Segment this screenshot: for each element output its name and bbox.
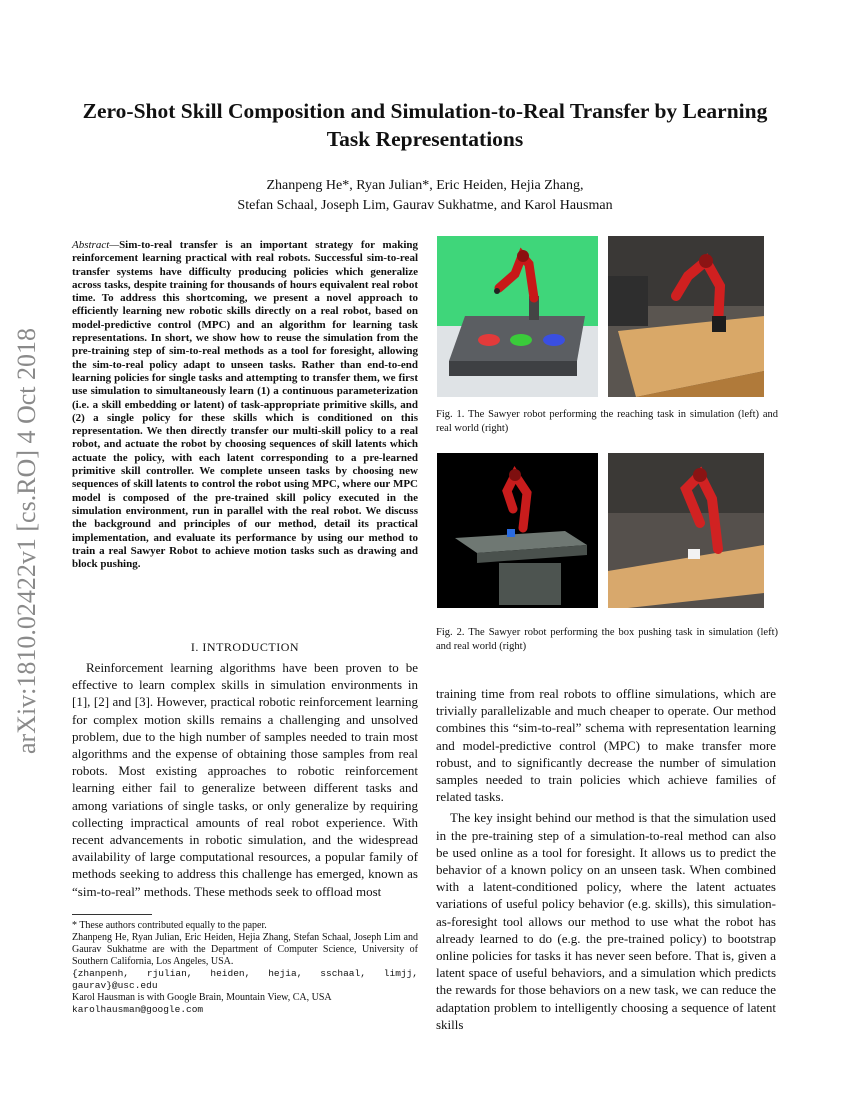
footnote-karol-email: karolhausman@google.com (72, 1004, 204, 1015)
intro-paragraph: Reinforcement learning algorithms have been proven to be effective to learn complex skills in simulation environments in [1], [2] and [3]. However, practical robotic reinforcement learning for complex motion skills remains a challenging and unsolved problem, due to the high number of samples needed to train most algorithms and the expense of obtaining those samples from real robots. Most existing approaches to robotic reinforcement learning either fail to generalize between different tasks and among variations of single tasks, or only generalize by requiring collecting impractical amounts of real robot experience. With recent advancements in robotic simulation, and the widespread availability of large computational resources, a popular family of methods seeking to address this challenge has emerged, known as “sim-to-real” methods. These methods seek to offload most (72, 660, 418, 899)
abstract-label: Abstract— (72, 239, 120, 251)
fig2-real-image (608, 453, 764, 608)
footnote-rule (72, 914, 152, 915)
fig1-sim-image (437, 236, 598, 397)
paper-title: Zero-Shot Skill Composition and Simulation-to-Real Transfer by Learning Task Representations (82, 99, 768, 151)
footnote-karol: Karol Hausman is with Google Brain, Mountain View, CA, USA (72, 992, 332, 1003)
authors-line-1: Zhanpeng He*, Ryan Julian*, Eric Heiden, Hejia Zhang, (266, 178, 584, 193)
footnotes (72, 920, 418, 1016)
arxiv-watermark: arXiv:1810.02422v1 [cs.RO] 4 Oct 2018 (12, 327, 41, 755)
section-heading: I. INTRODUCTION (190, 640, 300, 654)
intro-left-column (72, 659, 418, 900)
intro-right-paragraph-2: The key insight behind our method is that the simulation used in the pre-training step of a simulation-to-real method can also be used online as a tool for foresight. It allows us to predict the behavior of a known policy on an unseen task. When combined with a latent-conditioned policy, where the latent actuates variations of useful policy behavior (e.g. skills), this simulation-as-foresight tool allows our method to use what the robot has already learned to do (e.g. the pre-trained policy) to bootstrap online policies for tasks it has never seen before. That is, given a latent space of useful behaviors, and a simulation which predicts the rewards for those behaviors on a new task, we can reduce the adaptation problem to intelligently choosing a sequence of latent skills (436, 810, 776, 1032)
footnote-equal-contribution: * These authors contributed equally to the paper. (72, 920, 267, 931)
fig2-sim-image (437, 453, 598, 608)
authors-line-2: Stefan Schaal, Joseph Lim, Gaurav Sukhatme, and Karol Hausman (237, 198, 613, 213)
author-list (90, 176, 760, 216)
intro-right-column (436, 685, 776, 1033)
fig1-caption: Fig. 1. The Sawyer robot performing the reaching task in simulation (left) and real world (right) (436, 409, 778, 434)
footnote-emails: {zhanpenh, rjulian, heiden, hejia, sschaal, limjj, gaurav}@usc.edu (72, 968, 418, 991)
fig1-real-image (608, 236, 764, 397)
footnote-affiliation: Zhanpeng He, Ryan Julian, Eric Heiden, Hejia Zhang, Stefan Schaal, Joseph Lim and Gaurav Sukhatme are with the Department of Computer Science, University of Southern California, Los Angeles, USA. (72, 932, 418, 967)
abstract (72, 239, 418, 571)
fig2-caption: Fig. 2. The Sawyer robot performing the box pushing task in simulation (left) and real world (right) (436, 627, 778, 652)
abstract-text: Sim-to-real transfer is an important strategy for making reinforcement learning practical with real robots. Successful sim-to-real transfer systems have difficulty producing policies which generalize across tasks, despite training for thousands of hours equivalent real robot time. To address this shortcoming, we present a novel approach to efficiently learning new robotic skills directly on a real robot, based on model-predictive control (MPC) and an algorithm for learning task representations. In short, we show how to reuse the simulation from the pre-training step of sim-to-real methods as a tool for foresight, allowing the sim-to-real policy adapt to unseen tasks. Rather than end-to-end learning policies for single tasks and attempting to transfer them, we first use simulation to simultaneously learn (1) a continuous parameterization (i.e. a skill embedding or latent) of task-appropriate primitive skills, and (2) a single policy for these skills which is conditioned on this representation. We then directly transfer our multi-skill policy to a real robot, and actuate the robot by choosing sequences of skill latents which actuate the policy, with each latent corresponding to a pre-learned primitive skill controller. We complete unseen tasks by choosing new sequences of skill latents to control the robot using MPC, where our MPC model is composed of the pre-trained skill policy executed in the simulation environment, run in parallel with the real robot. We discuss the background and principles of our method, detail its practical implementation, and evaluate its performance by using our method to train a real Sawyer Robot to achieve motion tasks such as drawing and block pushing. (72, 239, 418, 571)
intro-right-paragraph-1: training time from real robots to offline simulations, which are trivially parallelizable and much cheaper to operate. Our method combines this “sim-to-real” schema with representation learning and model-predictive control (MPC) to make transfer more robust, and to significantly decrease the number of simulation samples needed to train policies which achieve families of related tasks. (436, 686, 776, 805)
